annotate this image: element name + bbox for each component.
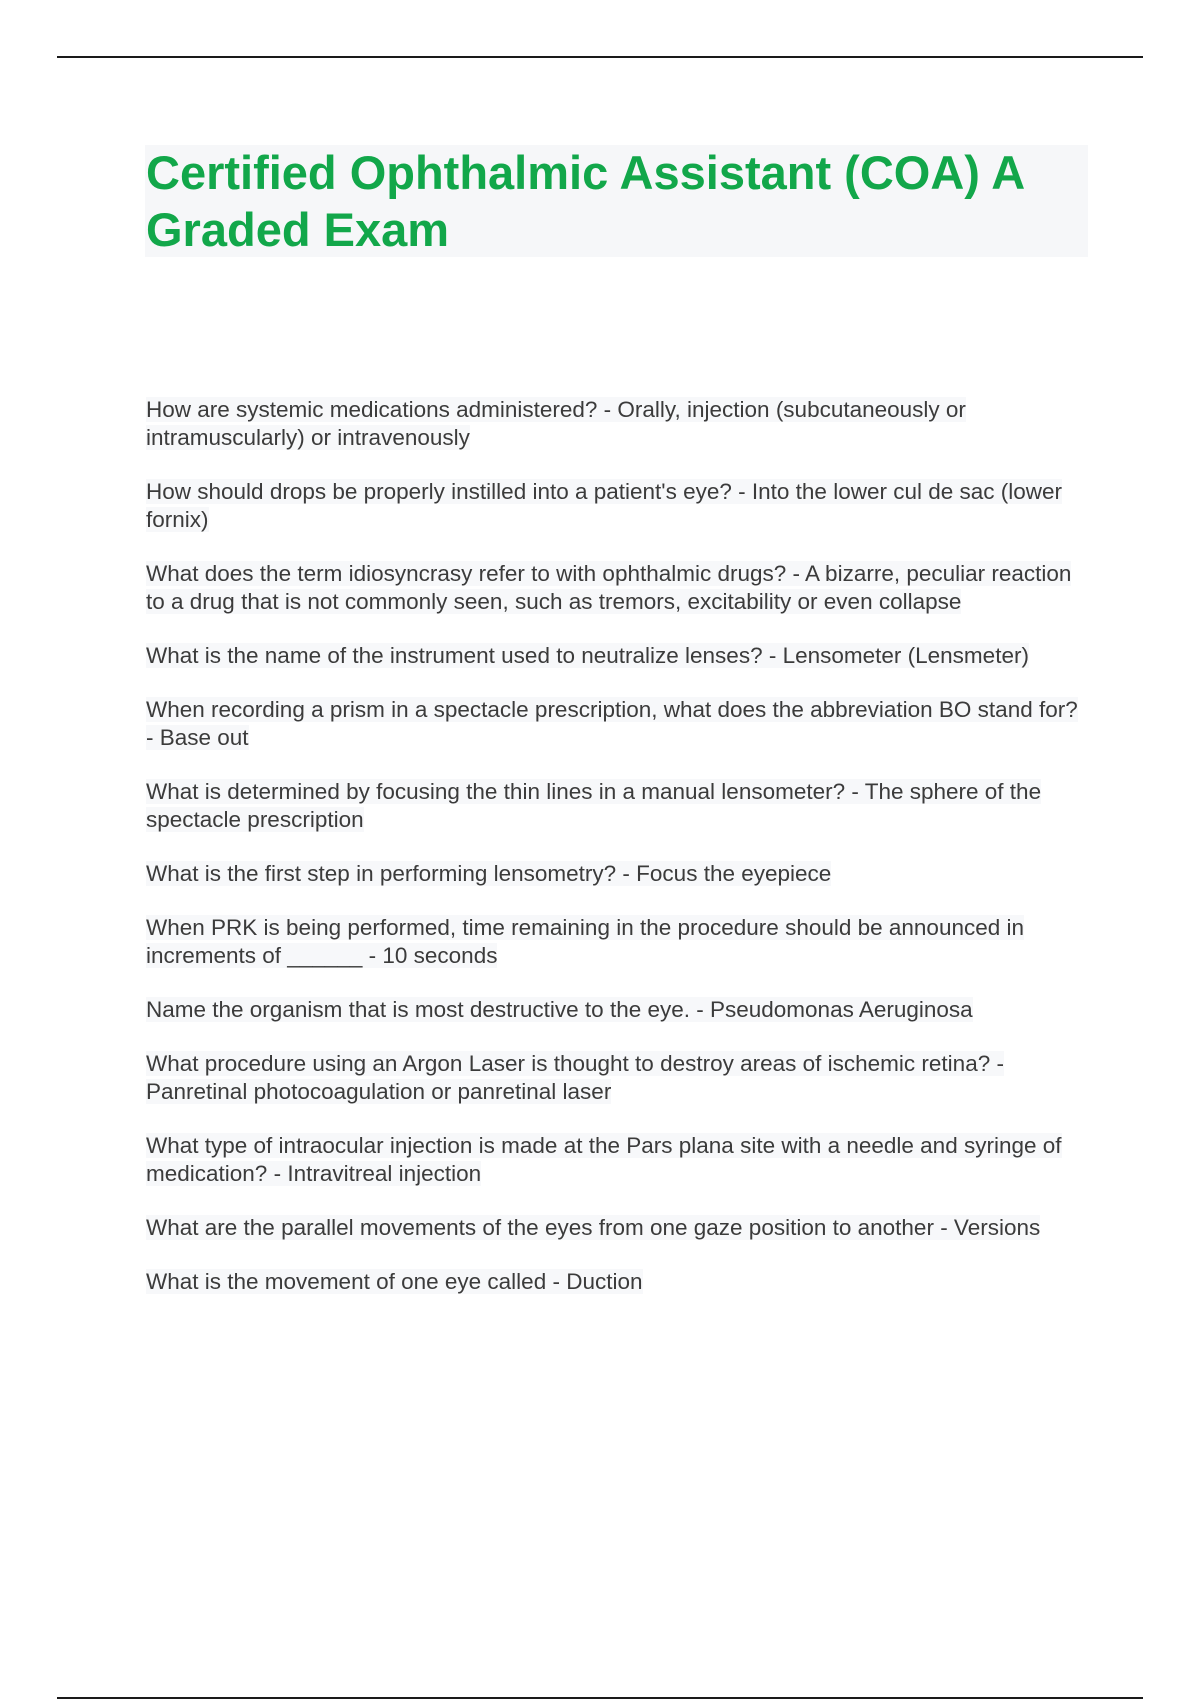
- question-text: What is the movement of one eye called - Duction: [146, 1269, 643, 1294]
- question-item: [146, 914, 1086, 970]
- question-item: [146, 996, 1086, 1024]
- question-item: [146, 860, 1086, 888]
- question-text: How are systemic medications administered? - Orally, injection (subcutaneously or intramuscularly) or intravenously: [146, 397, 966, 450]
- question-text: Name the organism that is most destructive to the eye. - Pseudomonas Aeruginosa: [146, 997, 973, 1022]
- document-title: Certified Ophthalmic Assistant (COA) A Graded Exam: [146, 146, 1024, 256]
- question-text: What procedure using an Argon Laser is thought to destroy areas of ischemic retina? - Panretinal photocoagulation or panretinal laser: [146, 1051, 1004, 1104]
- question-text: What does the term idiosyncrasy refer to with ophthalmic drugs? - A bizarre, peculiar reaction to a drug that is not commonly seen, such as tremors, excitability or even collapse: [146, 561, 1072, 614]
- question-item: [146, 396, 1086, 452]
- question-item: [146, 696, 1086, 752]
- question-item: [146, 1050, 1086, 1106]
- question-text: What is the name of the instrument used to neutralize lenses? - Lensometer (Lensmeter): [146, 643, 1029, 668]
- question-item: [146, 1214, 1086, 1242]
- bottom-rule: [57, 1697, 1143, 1699]
- question-item: [146, 560, 1086, 616]
- question-item: [146, 642, 1086, 670]
- question-item: [146, 1132, 1086, 1188]
- question-list: [146, 396, 1086, 1322]
- question-text: What are the parallel movements of the eyes from one gaze position to another - Versions: [146, 1215, 1041, 1240]
- question-item: [146, 478, 1086, 534]
- question-text: How should drops be properly instilled into a patient's eye? - Into the lower cul de sac (lower fornix): [146, 479, 1063, 532]
- question-item: [146, 778, 1086, 834]
- question-text: When recording a prism in a spectacle prescription, what does the abbreviation BO stand for? - Base out: [146, 697, 1078, 750]
- top-rule: [57, 56, 1143, 58]
- question-text: What is determined by focusing the thin lines in a manual lensometer? - The sphere of the spectacle prescription: [146, 779, 1042, 832]
- question-text: When PRK is being performed, time remaining in the procedure should be announced in increments of ______ - 10 seconds: [146, 915, 1025, 968]
- question-item: [146, 1268, 1086, 1296]
- question-text: What is the first step in performing lensometry? - Focus the eyepiece: [146, 861, 832, 886]
- question-text: What type of intraocular injection is made at the Pars plana site with a needle and syringe of medication? - Intravitreal injection: [146, 1133, 1062, 1186]
